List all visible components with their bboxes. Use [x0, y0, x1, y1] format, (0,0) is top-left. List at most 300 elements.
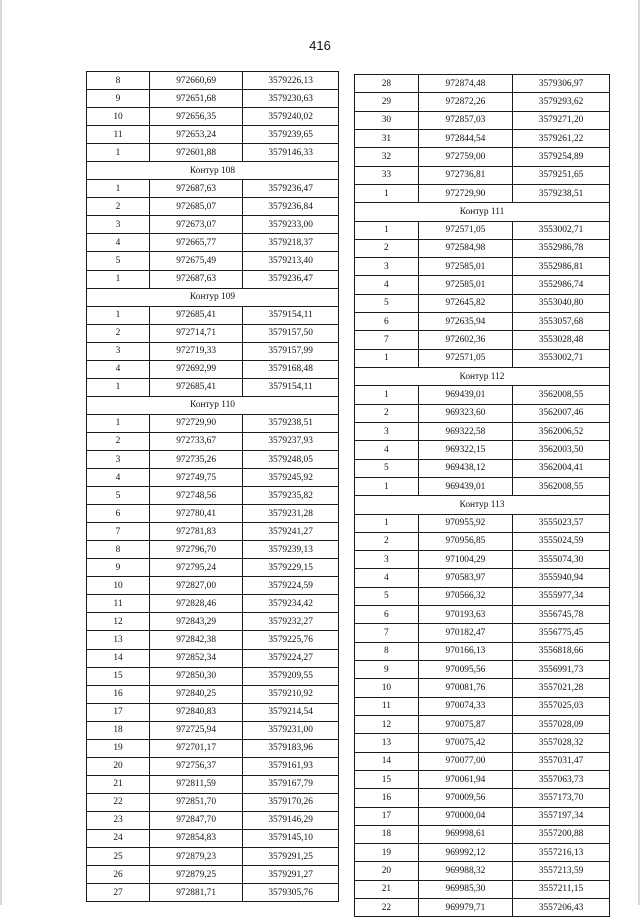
x-coordinate-cell: 969985,30: [418, 880, 512, 898]
table-row: [87, 144, 339, 162]
point-number-cell: 7: [355, 624, 419, 642]
table-row: [355, 844, 610, 862]
x-coordinate-cell: 970000,04: [418, 807, 512, 825]
x-coordinate-cell: 970193,63: [418, 606, 512, 624]
point-number-cell: 20: [355, 862, 419, 880]
table-row: [87, 703, 339, 721]
x-coordinate-cell: 972701,17: [150, 739, 243, 757]
x-coordinate-cell: 972729,90: [150, 414, 243, 432]
table-row: [355, 294, 610, 312]
y-coordinate-cell: 3562006,52: [513, 422, 610, 440]
x-coordinate-cell: 972651,68: [150, 90, 243, 108]
table-row: [355, 569, 610, 587]
y-coordinate-cell: 3579235,82: [243, 487, 339, 505]
y-coordinate-cell: 3579245,92: [243, 469, 339, 487]
x-coordinate-cell: 972585,01: [418, 276, 512, 294]
y-coordinate-cell: 3579226,13: [243, 72, 339, 90]
x-coordinate-cell: 972656,35: [150, 108, 243, 126]
y-coordinate-cell: 3579271,20: [513, 111, 610, 129]
table-row: [355, 770, 610, 788]
table-row: [87, 414, 339, 432]
table-row: [355, 276, 610, 294]
table-row: [355, 899, 610, 917]
point-number-cell: 3: [355, 422, 419, 440]
point-number-cell: 4: [355, 569, 419, 587]
y-coordinate-cell: 3557211,15: [513, 880, 610, 898]
point-number-cell: 1: [87, 414, 150, 432]
page-number: 416: [309, 38, 331, 53]
table-row: [87, 884, 339, 902]
table-row: [355, 129, 610, 147]
table-row: [355, 624, 610, 642]
y-coordinate-cell: 3579251,65: [513, 166, 610, 184]
point-number-cell: 3: [87, 450, 150, 468]
table-row: [87, 541, 339, 559]
table-row: [87, 559, 339, 577]
y-coordinate-cell: 3579214,54: [243, 703, 339, 721]
point-number-cell: 1: [87, 144, 150, 162]
table-row: [87, 505, 339, 523]
table-row: [87, 631, 339, 649]
x-coordinate-cell: 972687,63: [150, 270, 243, 288]
x-coordinate-cell: 970955,92: [418, 514, 512, 532]
y-coordinate-cell: 3579157,50: [243, 324, 339, 342]
x-coordinate-cell: 972733,67: [150, 432, 243, 450]
table-row: [355, 184, 610, 202]
y-coordinate-cell: 3557063,73: [513, 770, 610, 788]
x-coordinate-cell: 969988,32: [418, 862, 512, 880]
x-coordinate-cell: 970166,13: [418, 642, 512, 660]
table-row: [87, 126, 339, 144]
y-coordinate-cell: 3579239,65: [243, 126, 339, 144]
x-coordinate-cell: 972811,59: [150, 775, 243, 793]
y-coordinate-cell: 3579218,37: [243, 234, 339, 252]
y-coordinate-cell: 3579170,26: [243, 793, 339, 811]
table-row: [355, 258, 610, 276]
table-row: [355, 404, 610, 422]
y-coordinate-cell: 3579146,29: [243, 811, 339, 829]
point-number-cell: 22: [355, 899, 419, 917]
table-row: [87, 108, 339, 126]
x-coordinate-cell: 972840,25: [150, 685, 243, 703]
x-coordinate-cell: 970182,47: [418, 624, 512, 642]
x-coordinate-cell: 970566,32: [418, 587, 512, 605]
point-number-cell: 27: [87, 884, 150, 902]
table-row: [355, 111, 610, 129]
table-row: [355, 862, 610, 880]
point-number-cell: 16: [87, 685, 150, 703]
x-coordinate-cell: 969438,12: [418, 459, 512, 477]
y-coordinate-cell: 3579305,76: [243, 884, 339, 902]
y-coordinate-cell: 3579254,89: [513, 148, 610, 166]
table-row: [87, 378, 339, 396]
y-coordinate-cell: 3579231,00: [243, 721, 339, 739]
contour-header-row: [355, 203, 610, 221]
point-number-cell: 4: [87, 234, 150, 252]
point-number-cell: 5: [355, 294, 419, 312]
y-coordinate-cell: 3553040,80: [513, 294, 610, 312]
x-coordinate-cell: 972756,37: [150, 757, 243, 775]
x-coordinate-cell: 972685,41: [150, 378, 243, 396]
table-row: [87, 324, 339, 342]
point-number-cell: 14: [355, 752, 419, 770]
x-coordinate-cell: 972602,36: [418, 331, 512, 349]
table-row: [355, 313, 610, 331]
y-coordinate-cell: 3579213,40: [243, 252, 339, 270]
x-coordinate-cell: 972847,70: [150, 811, 243, 829]
y-coordinate-cell: 3553002,71: [513, 349, 610, 367]
y-coordinate-cell: 3579183,96: [243, 739, 339, 757]
table-row: [355, 697, 610, 715]
x-coordinate-cell: 972780,41: [150, 505, 243, 523]
x-coordinate-cell: 972850,30: [150, 667, 243, 685]
x-coordinate-cell: 972857,03: [418, 111, 512, 129]
y-coordinate-cell: 3556745,78: [513, 606, 610, 624]
point-number-cell: 5: [355, 587, 419, 605]
table-row: [355, 880, 610, 898]
point-number-cell: 2: [87, 324, 150, 342]
x-coordinate-cell: 972795,24: [150, 559, 243, 577]
table-row: [87, 775, 339, 793]
point-number-cell: 1: [355, 514, 419, 532]
x-coordinate-cell: 972828,46: [150, 595, 243, 613]
x-coordinate-cell: 972692,99: [150, 360, 243, 378]
x-coordinate-cell: 972635,94: [418, 313, 512, 331]
point-number-cell: 9: [87, 559, 150, 577]
y-coordinate-cell: 3579224,59: [243, 577, 339, 595]
contour-title: Контур 110: [87, 396, 339, 414]
y-coordinate-cell: 3553057,68: [513, 313, 610, 331]
x-coordinate-cell: 970095,56: [418, 661, 512, 679]
point-number-cell: 9: [87, 90, 150, 108]
point-number-cell: 7: [87, 523, 150, 541]
table-row: [355, 349, 610, 367]
table-row: [87, 180, 339, 198]
point-number-cell: 1: [355, 184, 419, 202]
table-row: [87, 721, 339, 739]
x-coordinate-cell: 972748,56: [150, 487, 243, 505]
table-row: [87, 252, 339, 270]
table-row: [87, 649, 339, 667]
table-row: [87, 866, 339, 884]
table-row: [87, 90, 339, 108]
x-coordinate-cell: 972872,26: [418, 93, 512, 111]
point-number-cell: 15: [355, 770, 419, 788]
x-coordinate-cell: 970075,87: [418, 715, 512, 733]
table-row: [355, 386, 610, 404]
contour-title: Контур 108: [87, 162, 339, 180]
table-row: [355, 441, 610, 459]
x-coordinate-cell: 970081,76: [418, 679, 512, 697]
y-coordinate-cell: 3579225,76: [243, 631, 339, 649]
x-coordinate-cell: 972842,38: [150, 631, 243, 649]
point-number-cell: 2: [87, 198, 150, 216]
contour-header-row: [355, 368, 610, 386]
y-coordinate-cell: 3579236,47: [243, 180, 339, 198]
point-number-cell: 3: [355, 551, 419, 569]
x-coordinate-cell: 969439,01: [418, 386, 512, 404]
x-coordinate-cell: 972844,54: [418, 129, 512, 147]
y-coordinate-cell: 3557173,70: [513, 789, 610, 807]
y-coordinate-cell: 3579293,62: [513, 93, 610, 111]
y-coordinate-cell: 3579145,10: [243, 829, 339, 847]
y-coordinate-cell: 3556775,45: [513, 624, 610, 642]
y-coordinate-cell: 3579236,47: [243, 270, 339, 288]
y-coordinate-cell: 3555940,94: [513, 569, 610, 587]
y-coordinate-cell: 3579167,79: [243, 775, 339, 793]
x-coordinate-cell: 972714,71: [150, 324, 243, 342]
point-number-cell: 17: [355, 807, 419, 825]
table-row: [355, 93, 610, 111]
table-row: [87, 216, 339, 234]
point-number-cell: 33: [355, 166, 419, 184]
y-coordinate-cell: 3579154,11: [243, 306, 339, 324]
y-coordinate-cell: 3557200,88: [513, 825, 610, 843]
table-row: [87, 523, 339, 541]
table-row: [355, 532, 610, 550]
x-coordinate-cell: 972685,07: [150, 198, 243, 216]
table-row: [355, 331, 610, 349]
x-coordinate-cell: 970074,33: [418, 697, 512, 715]
point-number-cell: 18: [87, 721, 150, 739]
table-row: [87, 739, 339, 757]
x-coordinate-cell: 972601,88: [150, 144, 243, 162]
point-number-cell: 1: [355, 349, 419, 367]
table-row: [355, 514, 610, 532]
y-coordinate-cell: 3579306,97: [513, 75, 610, 93]
point-number-cell: 13: [87, 631, 150, 649]
table-row: [355, 587, 610, 605]
table-row: [87, 577, 339, 595]
table-row: [355, 551, 610, 569]
table-row: [87, 342, 339, 360]
contour-header-row: [87, 162, 339, 180]
y-coordinate-cell: 3579291,25: [243, 848, 339, 866]
x-coordinate-cell: 972673,07: [150, 216, 243, 234]
table-row: [87, 432, 339, 450]
table-row: [355, 166, 610, 184]
point-number-cell: 29: [355, 93, 419, 111]
x-coordinate-cell: 972725,94: [150, 721, 243, 739]
point-number-cell: 6: [355, 313, 419, 331]
point-number-cell: 20: [87, 757, 150, 775]
contour-header-row: [355, 496, 610, 514]
y-coordinate-cell: 3552986,74: [513, 276, 610, 294]
point-number-cell: 4: [355, 276, 419, 294]
y-coordinate-cell: 3556818,66: [513, 642, 610, 660]
y-coordinate-cell: 3579230,63: [243, 90, 339, 108]
y-coordinate-cell: 3579238,51: [513, 184, 610, 202]
x-coordinate-cell: 972687,63: [150, 180, 243, 198]
y-coordinate-cell: 3552986,78: [513, 239, 610, 257]
x-coordinate-cell: 972585,01: [418, 258, 512, 276]
table-row: [355, 606, 610, 624]
table-row: [355, 477, 610, 495]
y-coordinate-cell: 3557028,32: [513, 734, 610, 752]
point-number-cell: 1: [355, 221, 419, 239]
y-coordinate-cell: 3562008,55: [513, 477, 610, 495]
point-number-cell: 3: [355, 258, 419, 276]
table-row: [355, 752, 610, 770]
x-coordinate-cell: 972874,48: [418, 75, 512, 93]
table-row: [87, 450, 339, 468]
y-coordinate-cell: 3579261,22: [513, 129, 610, 147]
y-coordinate-cell: 3562004,41: [513, 459, 610, 477]
y-coordinate-cell: 3557197,34: [513, 807, 610, 825]
y-coordinate-cell: 3579210,92: [243, 685, 339, 703]
table-row: [87, 757, 339, 775]
y-coordinate-cell: 3552986,81: [513, 258, 610, 276]
x-coordinate-cell: 972843,29: [150, 613, 243, 631]
y-coordinate-cell: 3579239,13: [243, 541, 339, 559]
point-number-cell: 8: [87, 541, 150, 559]
y-coordinate-cell: 3579224,27: [243, 649, 339, 667]
y-coordinate-cell: 3555024,59: [513, 532, 610, 550]
table-row: [355, 239, 610, 257]
x-coordinate-cell: 972881,71: [150, 884, 243, 902]
x-coordinate-cell: 969323,60: [418, 404, 512, 422]
table-row: [87, 793, 339, 811]
point-number-cell: 15: [87, 667, 150, 685]
y-coordinate-cell: 3579233,00: [243, 216, 339, 234]
x-coordinate-cell: 972665,77: [150, 234, 243, 252]
table-row: [355, 642, 610, 660]
x-coordinate-cell: 972827,00: [150, 577, 243, 595]
y-coordinate-cell: 3555023,57: [513, 514, 610, 532]
x-coordinate-cell: 970077,00: [418, 752, 512, 770]
contour-title: Контур 109: [87, 288, 339, 306]
point-number-cell: 11: [355, 697, 419, 715]
table-row: [87, 487, 339, 505]
y-coordinate-cell: 3579238,51: [243, 414, 339, 432]
x-coordinate-cell: 972749,75: [150, 469, 243, 487]
table-row: [355, 734, 610, 752]
y-coordinate-cell: 3557028,09: [513, 715, 610, 733]
point-number-cell: 8: [355, 642, 419, 660]
point-number-cell: 11: [87, 595, 150, 613]
point-number-cell: 30: [355, 111, 419, 129]
y-coordinate-cell: 3579291,27: [243, 866, 339, 884]
point-number-cell: 23: [87, 811, 150, 829]
y-coordinate-cell: 3556991,73: [513, 661, 610, 679]
point-number-cell: 1: [87, 378, 150, 396]
x-coordinate-cell: 972685,41: [150, 306, 243, 324]
x-coordinate-cell: 969322,58: [418, 422, 512, 440]
table-row: [355, 422, 610, 440]
table-row: [87, 595, 339, 613]
point-number-cell: 5: [355, 459, 419, 477]
y-coordinate-cell: 3579232,27: [243, 613, 339, 631]
point-number-cell: 2: [87, 432, 150, 450]
point-number-cell: 25: [87, 848, 150, 866]
table-row: [87, 360, 339, 378]
point-number-cell: 6: [355, 606, 419, 624]
x-coordinate-cell: 969998,61: [418, 825, 512, 843]
y-coordinate-cell: 3579231,28: [243, 505, 339, 523]
point-number-cell: 16: [355, 789, 419, 807]
point-number-cell: 32: [355, 148, 419, 166]
point-number-cell: 2: [355, 404, 419, 422]
contour-header-row: [87, 396, 339, 414]
point-number-cell: 19: [355, 844, 419, 862]
y-coordinate-cell: 3557021,28: [513, 679, 610, 697]
table-row: [355, 715, 610, 733]
coordinates-table-left: [86, 71, 339, 902]
x-coordinate-cell: 972675,49: [150, 252, 243, 270]
y-coordinate-cell: 3579157,99: [243, 342, 339, 360]
table-row: [87, 306, 339, 324]
x-coordinate-cell: 972571,05: [418, 349, 512, 367]
point-number-cell: 4: [355, 441, 419, 459]
table-row: [355, 661, 610, 679]
x-coordinate-cell: 972571,05: [418, 221, 512, 239]
point-number-cell: 12: [87, 613, 150, 631]
point-number-cell: 19: [87, 739, 150, 757]
table-row: [87, 685, 339, 703]
point-number-cell: 8: [87, 72, 150, 90]
point-number-cell: 18: [355, 825, 419, 843]
point-number-cell: 22: [87, 793, 150, 811]
table-row: [355, 825, 610, 843]
y-coordinate-cell: 3555977,34: [513, 587, 610, 605]
table-row: [355, 148, 610, 166]
x-coordinate-cell: 969322,15: [418, 441, 512, 459]
y-coordinate-cell: 3555074,30: [513, 551, 610, 569]
x-coordinate-cell: 972719,33: [150, 342, 243, 360]
point-number-cell: 3: [87, 216, 150, 234]
y-coordinate-cell: 3579168,48: [243, 360, 339, 378]
x-coordinate-cell: 972729,90: [418, 184, 512, 202]
point-number-cell: 2: [355, 532, 419, 550]
x-coordinate-cell: 972735,26: [150, 450, 243, 468]
point-number-cell: 4: [87, 469, 150, 487]
point-number-cell: 11: [87, 126, 150, 144]
table-row: [355, 221, 610, 239]
x-coordinate-cell: 972759,00: [418, 148, 512, 166]
contour-title: Контур 112: [355, 368, 610, 386]
point-number-cell: 9: [355, 661, 419, 679]
x-coordinate-cell: 970009,56: [418, 789, 512, 807]
x-coordinate-cell: 969979,71: [418, 899, 512, 917]
y-coordinate-cell: 3557025,03: [513, 697, 610, 715]
x-coordinate-cell: 972879,25: [150, 866, 243, 884]
y-coordinate-cell: 3579154,11: [243, 378, 339, 396]
y-coordinate-cell: 3562008,55: [513, 386, 610, 404]
y-coordinate-cell: 3579248,05: [243, 450, 339, 468]
point-number-cell: 4: [87, 360, 150, 378]
table-row: [87, 469, 339, 487]
y-coordinate-cell: 3553028,48: [513, 331, 610, 349]
x-coordinate-cell: 972653,24: [150, 126, 243, 144]
point-number-cell: 10: [355, 679, 419, 697]
x-coordinate-cell: 972852,34: [150, 649, 243, 667]
table-row: [87, 198, 339, 216]
table-row: [87, 829, 339, 847]
x-coordinate-cell: 971004,29: [418, 551, 512, 569]
x-coordinate-cell: 972796,70: [150, 541, 243, 559]
point-number-cell: 17: [87, 703, 150, 721]
point-number-cell: 21: [355, 880, 419, 898]
table-row: [355, 75, 610, 93]
table-row: [355, 459, 610, 477]
y-coordinate-cell: 3579236,84: [243, 198, 339, 216]
x-coordinate-cell: 970956,85: [418, 532, 512, 550]
point-number-cell: 3: [87, 342, 150, 360]
table-row: [87, 667, 339, 685]
point-number-cell: 5: [87, 487, 150, 505]
table-row: [87, 234, 339, 252]
x-coordinate-cell: 970075,42: [418, 734, 512, 752]
